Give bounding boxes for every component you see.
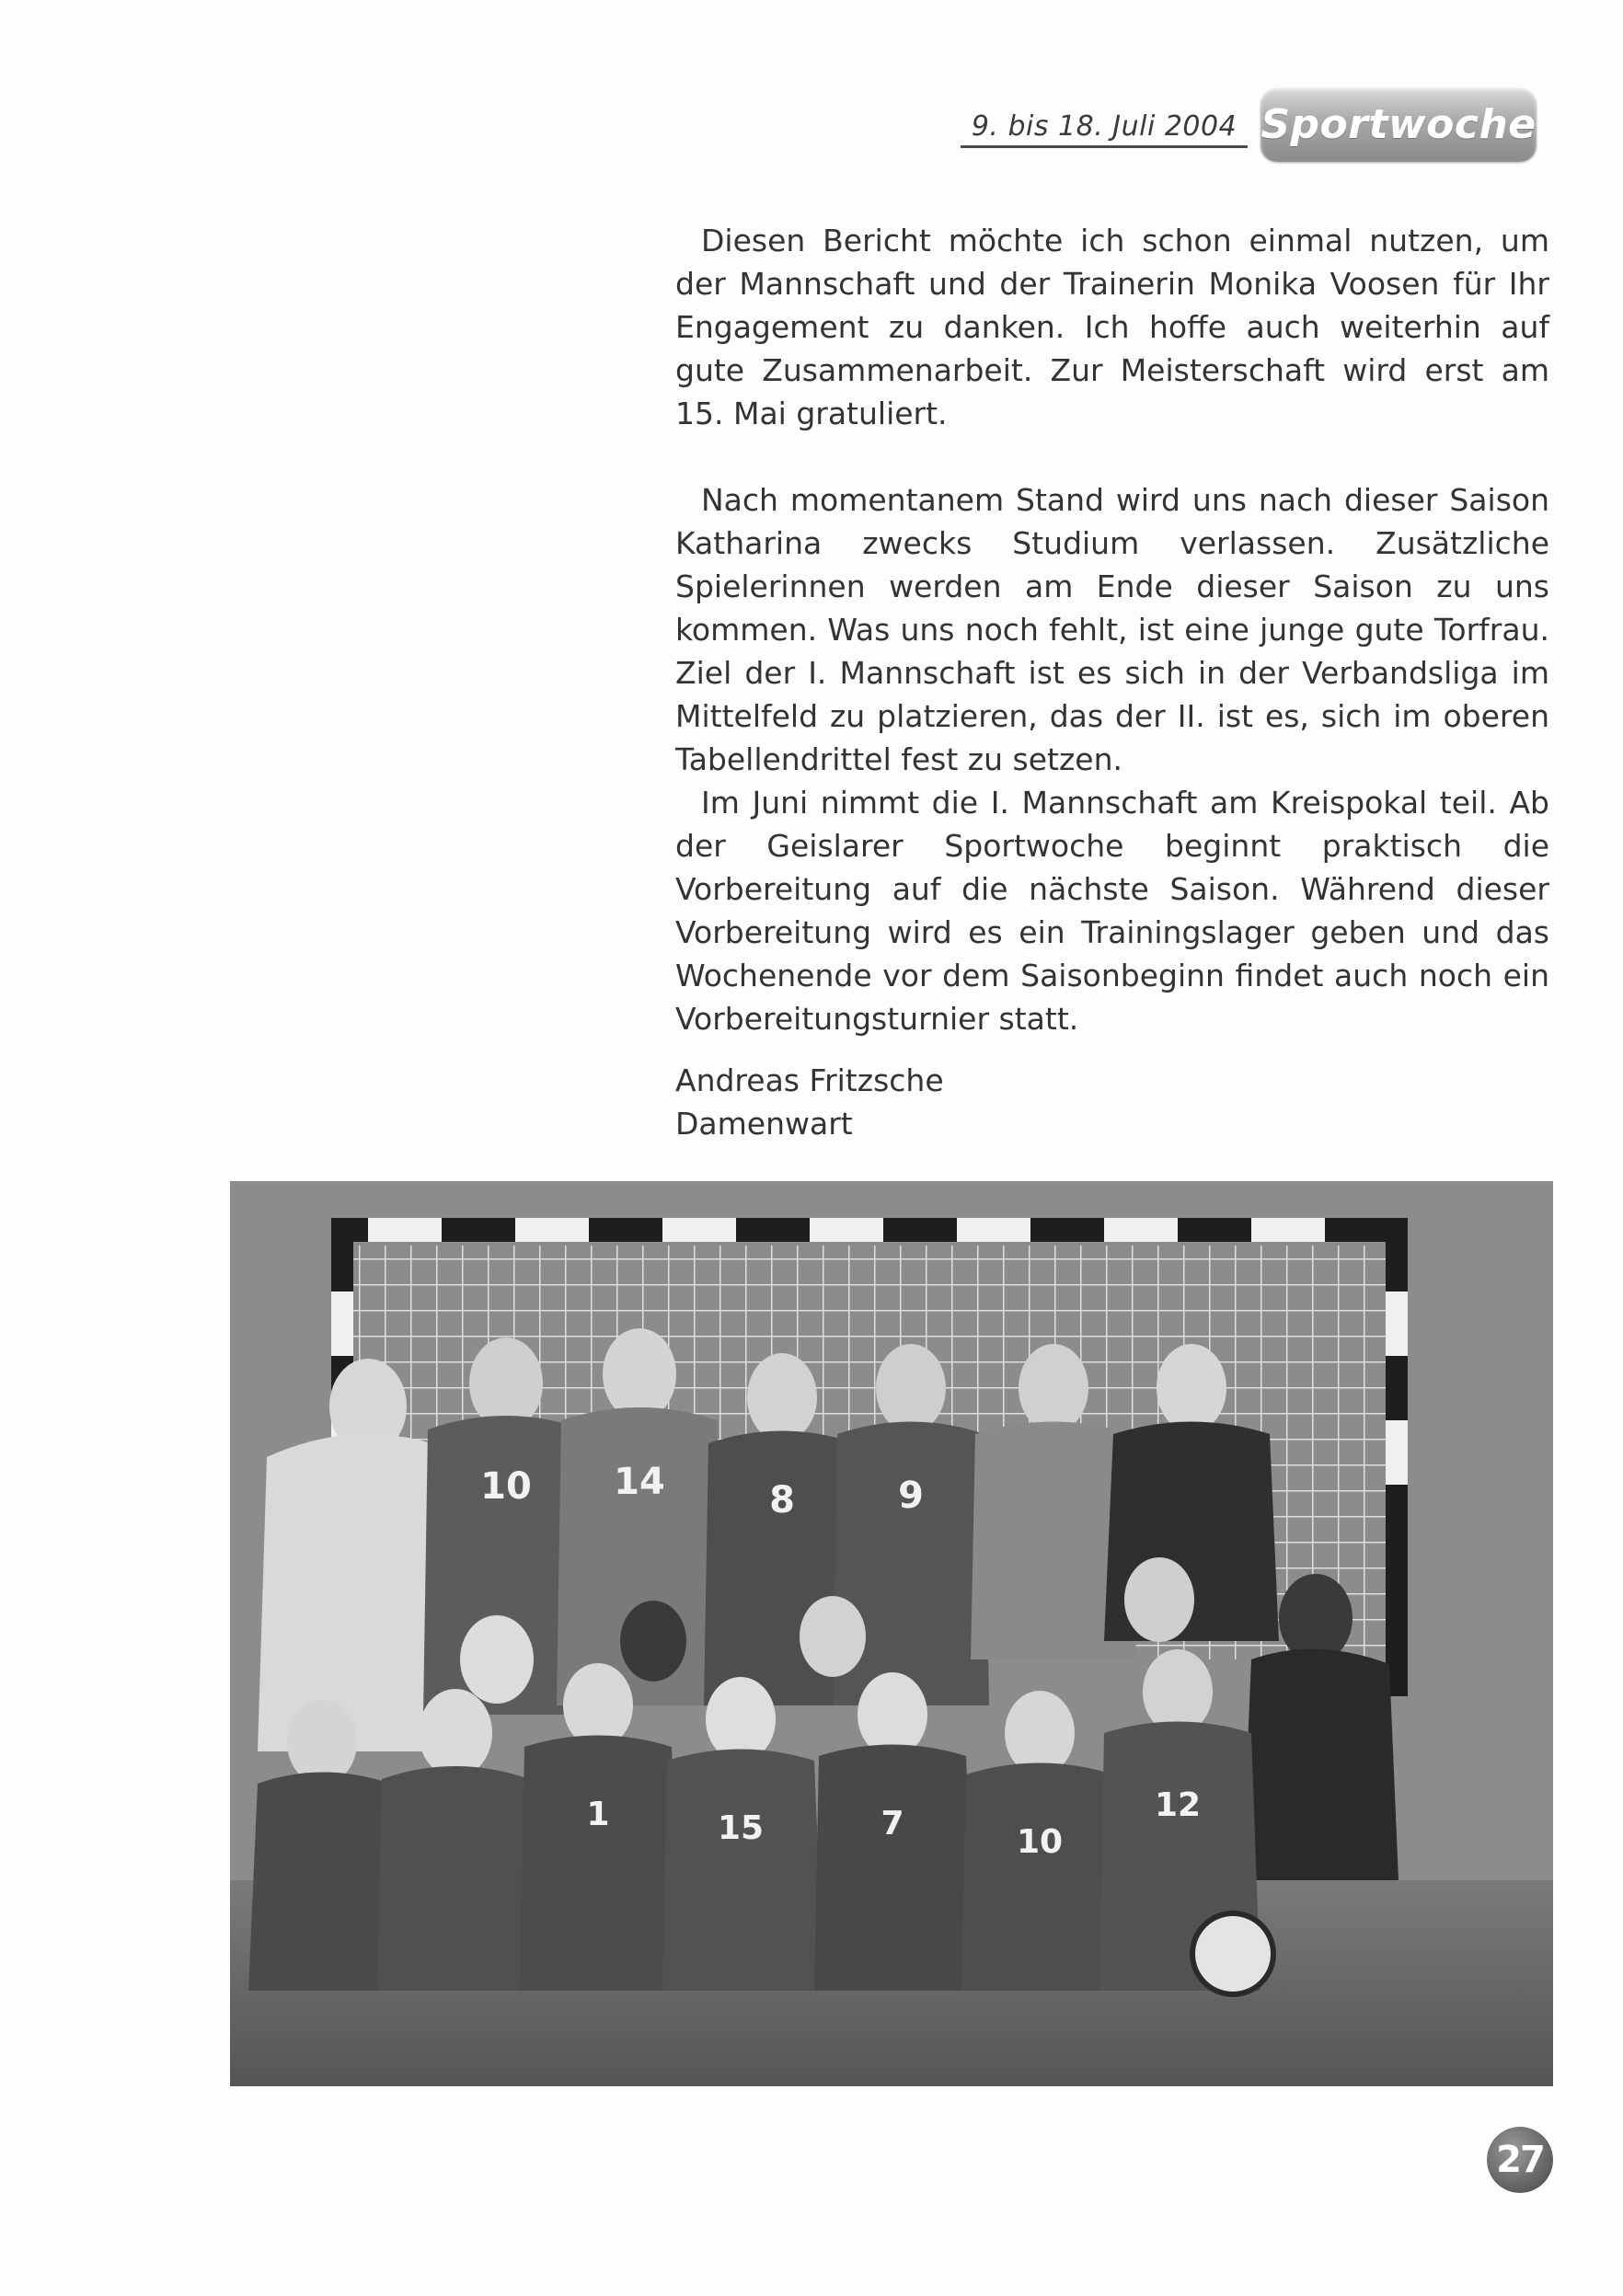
sportwoche-badge-label: Sportwoche [1260, 101, 1537, 148]
jersey-number: 1 [586, 1796, 610, 1833]
jersey-number: 15 [717, 1809, 765, 1847]
sportwoche-badge [1260, 88, 1537, 162]
jersey-number: 8 [769, 1479, 795, 1521]
jersey-number: 10 [1016, 1823, 1064, 1861]
header-date: 9. bis 18. Juli 2004 [961, 110, 1248, 148]
page-number: 27 [1487, 2127, 1553, 2193]
article-paragraph-1: Diesen Bericht möchte ich schon einmal nutzen, um der Mannschaft und der Trainerin Monika Voosen für Ihr Engagement zu danken. Ich hoffe auch weiterhin auf gute Zusammenarbeit. Zur Meisterschaft wird erst am 15. Mai gratuliert. [675, 223, 1549, 431]
jersey-number: 7 [881, 1805, 904, 1843]
article-paragraph-3: Im Juni nimmt die I. Mannschaft am Kreispokal teil. Ab der Geislarer Sportwoche beginnt praktisch die Vorbereitung auf die nächste Saison. Während dieser Vorbereitung wird es ein Trainingslager geben und das Wochenende vor dem Saisonbeginn findet auch noch ein Vorbereitungsturnier statt. [675, 785, 1549, 1037]
article-paragraph-2: Nach momentanem Stand wird uns nach dieser Saison Katharina zwecks Studium verlassen. Zusätzliche Spielerinnen werden am Ende dieser Saison zu uns kommen. Was uns noch fehlt, ist eine junge gute Torfrau. Ziel der I. Mannschaft ist es sich in der Verbandsliga im Mittelfeld zu platzieren, das der II. ist es, sich im oberen Tabellendrittel fest zu setzen. [675, 482, 1549, 777]
jersey-number: 12 [1154, 1786, 1202, 1824]
goal-crossbar [331, 1218, 1408, 1242]
jersey-number: 9 [898, 1475, 924, 1517]
team-photo [230, 1181, 1553, 2086]
jersey-number: 14 [614, 1461, 665, 1503]
article-text [675, 219, 1549, 1145]
team-photo-illustration [230, 1181, 1553, 2086]
signature [675, 1059, 1549, 1145]
signature-name: Andreas Fritzsche [675, 1062, 944, 1098]
jersey-number: 10 [480, 1465, 532, 1508]
signature-role: Damenwart [675, 1106, 853, 1142]
